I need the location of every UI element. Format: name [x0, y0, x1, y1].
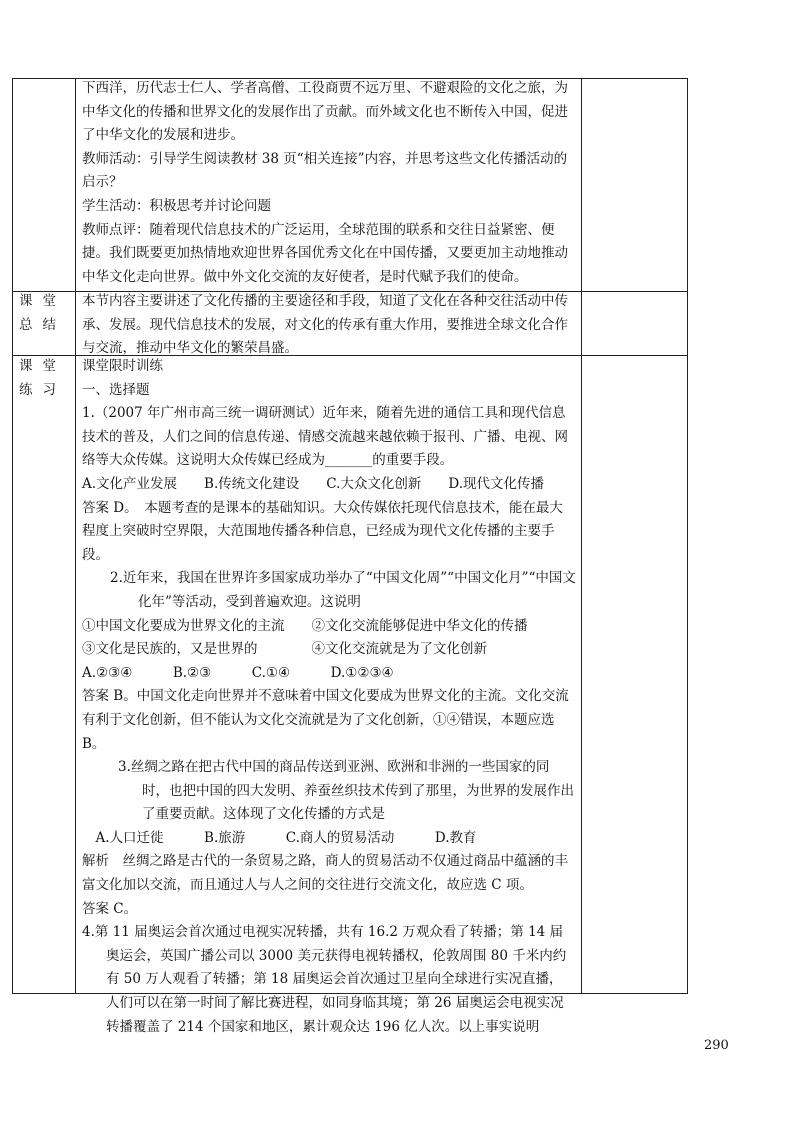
question-2-statement-2: ③文化是民族的，又是世界的 ④文化交流就是为了文化创新	[82, 641, 487, 658]
question-1-stem: 1.（2007 年广州市高三统一调研测试）近年来，随着先进的通信工具和现代信息技术的普及，人们之间的信息传递、情感交流越来越依赖于报刊、广播、电视、网络等大众传媒。这说明大众传媒已经成为_______的重要手段。	[82, 405, 568, 469]
summary-cell	[82, 290, 576, 361]
summary-text: 本节内容主要讲述了文化传播的主要途径和手段，知道了文化在各种交往活动中传承、发展。现代信息技术的发展，对文化的传承有重大作用，要推进全球文化合作与交流，推动中华文化的繁荣昌盛。	[82, 293, 568, 357]
question-2-statement-1: ①中国文化要成为世界文化的主流 ②文化交流能够促进中华文化的传播	[82, 617, 528, 634]
question-3-analysis: 解析 丝绸之路是古代的一条贸易之路，商人的贸易活动不仅通过商品中蕴涵的丰富文化加以交流，而且通过人与人之间的交往进行交流文化，故应选 C 项。	[82, 853, 568, 894]
question-2-stem: 2.近年来，我国在世界许多国家成功举办了“中国文化周”“中国文化月”“中国文化年”等活动，受到普遍欢迎。这说明	[110, 570, 576, 610]
paragraph: 学生活动：积极思考并讨论问题	[82, 197, 271, 214]
lesson-plan-table	[12, 78, 688, 1035]
question-4-stem: 4.第 11 届奥运会首次通过电视实况转播，共有 16.2 万观众看了转播；第 14 届奥运会，英国广播公司以 3000 美元获得电视转播权，伦敦周围 80 千米内约有 50 万人观看了转播；第 18 届奥运会首次通过卫星向全球进行实况直播，人们可以在第一时间了解比赛进程，如同身临其境；第 26 届奥运会电视实况转播覆盖了 214 个国家和地区，累计观众达 196 亿人次。以上事实说明	[82, 924, 567, 1035]
exercise-cell	[82, 355, 576, 1039]
question-2-options: A.②③④ B.②③ C.①④ D.①②③④	[82, 664, 394, 681]
exercise-label: 课堂练习	[19, 358, 66, 398]
column-divider-1	[75, 79, 76, 993]
summary-label: 课堂总结	[19, 293, 66, 333]
question-2-answer: 答案 B。中国文化走向世界并不意味着中国文化要成为世界文化的主流。文化交流有利于文化创新，但不能认为文化交流就是为了文化创新，①④错误，本题应选 B。	[82, 688, 569, 752]
question-3-options: A.人口迁徙 B.旅游 C.商人的贸易活动 D.教育	[82, 829, 477, 846]
teaching-activity-cell	[82, 77, 576, 289]
question-1-options: A.文化产业发展 B.传统文化建设 C.大众文化创新 D.现代文化传播	[82, 475, 545, 492]
question-1-answer: 答案 D。 本题考查的是课本的基础知识。大众传媒依托现代信息技术，能在最大程度上突破时空界限，大范围地传播各种信息，已经成为现代文化传播的主要手段。	[82, 499, 563, 563]
exercise-heading: 课堂限时训练	[82, 358, 163, 374]
paragraph: 下西洋，历代志士仁人、学者高僧、工役商贾不远万里、不避艰险的文化之旅，为中华文化的传播和世界文化的发展作出了贡献。而外域文化也不断传入中国，促进了中华文化的发展和进步。	[82, 80, 568, 144]
question-3-answer: 答案 C。	[82, 900, 138, 917]
page-number: 290	[704, 1038, 729, 1053]
paragraph: 教师活动：引导学生阅读教材 38 页“相关连接”内容，并思考这些文化传播活动的启示？	[82, 150, 568, 191]
paragraph: 教师点评：随着现代信息技术的广泛运用，全球范围的联系和交往日益紧密、便捷。我们既要更加热情地欢迎世界各国优秀文化在中国传播，又要更加主动地推动中华文化走向世界。做中外文化交流的友好使者，是时代赋予我们的使命。	[82, 221, 568, 285]
section-title: 一、选择题	[82, 381, 150, 398]
column-divider-2	[581, 79, 582, 993]
question-3-stem: 3.丝绸之路在把古代中国的商品传送到亚洲、欧洲和非洲的一些国家的同时，也把中国的四大发明、养蚕丝织技术传到了那里，为世界的发展作出了重要贡献。这体现了文化传播的方式是	[118, 759, 574, 823]
